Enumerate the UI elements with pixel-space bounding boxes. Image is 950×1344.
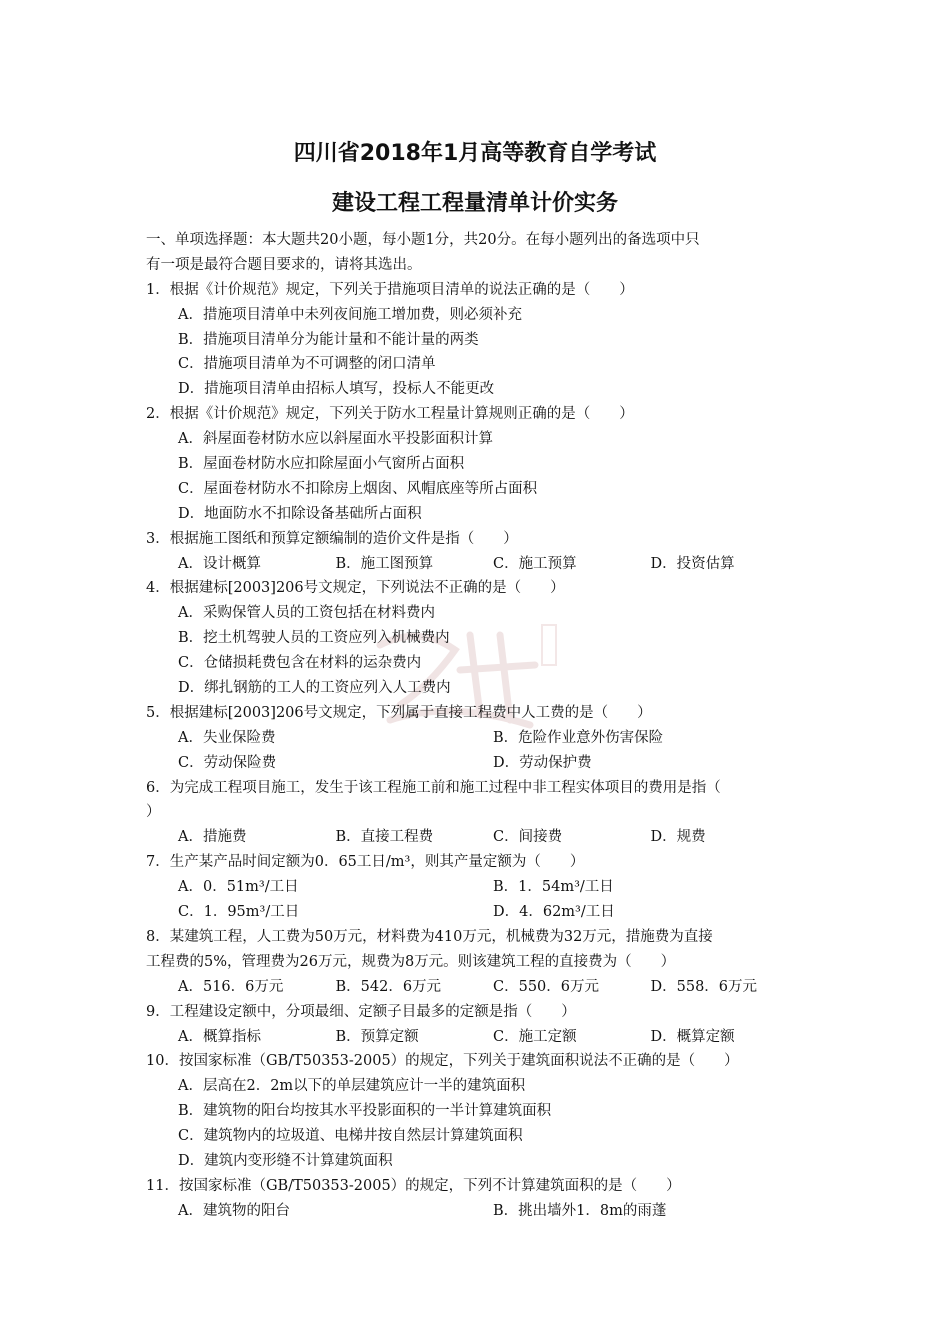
exam-title: 四川省2018年1月高等教育自学考试 <box>293 141 657 166</box>
question-8-options <box>146 975 808 1000</box>
question-11-option-a: A．建筑物的阳台 <box>178 1202 290 1219</box>
question-1-option-b: B．措施项目清单分为能计量和不能计量的两类 <box>178 331 479 348</box>
question-6-option-d: D．规费 <box>650 829 706 846</box>
question-body <box>146 228 808 1224</box>
question-6-stem-line1: 6．为完成工程项目施工，发生于该工程施工前和施工过程中非工程实体项目的费用是指（ <box>146 779 721 796</box>
question-2-option-c: C．屋面卷材防水不扣除房上烟囱、风帽底座等所占面积 <box>178 480 538 497</box>
question-10-stem: 10．按国家标准（GB/T50353-2005）的规定，下列关于建筑面积说法不正确的是（ ） <box>146 1053 739 1070</box>
question-9-option-a: A．概算指标 <box>178 1028 261 1045</box>
question-11-stem: 11．按国家标准（GB/T50353-2005）的规定，下列不计算建筑面积的是（ ） <box>146 1177 681 1194</box>
question-2-stem: 2．根据《计价规范》规定，下列关于防水工程量计算规则正确的是（ ） <box>146 406 634 423</box>
question-4-option-b: B．挖土机驾驶人员的工资应列入机械费内 <box>178 630 450 647</box>
question-1-option-d: D．措施项目清单由招标人填写，投标人不能更改 <box>178 381 495 398</box>
section-header-line2: 有一项是最符合题目要求的，请将其选出。 <box>146 256 422 273</box>
question-5-option-c: C．劳动保险费 <box>178 754 277 771</box>
question-7-option-d: D．4．62m³/工日 <box>493 904 615 921</box>
question-7-options-row1 <box>146 875 808 900</box>
question-6-option-c: C．间接费 <box>493 829 563 846</box>
question-9-options <box>146 1025 808 1050</box>
question-5-option-b: B．危险作业意外伤害保险 <box>493 729 664 746</box>
question-9-option-b: B．预算定额 <box>335 1028 419 1045</box>
question-6-option-a: A．措施费 <box>178 829 247 846</box>
question-5-option-a: A．失业保险费 <box>178 729 276 746</box>
question-7-option-a: A．0．51m³/工日 <box>178 879 299 896</box>
question-5-options-row2 <box>146 751 808 776</box>
question-3-options <box>146 552 808 577</box>
question-8-stem-line2: 工程费的5%，管理费为26万元，规费为8万元。则该建筑工程的直接费为（ ） <box>146 953 676 970</box>
section-header-line1: 一、单项选择题：本大题共20小题，每小题1分，共20分。在每小题列出的备选项中只 <box>146 232 700 248</box>
question-2-option-b: B．屋面卷材防水应扣除屋面小气窗所占面积 <box>178 456 465 473</box>
question-2-option-d: D．地面防水不扣除设备基础所占面积 <box>178 505 422 522</box>
question-1-stem: 1．根据《计价规范》规定，下列关于措施项目清单的说法正确的是（ ） <box>146 281 634 298</box>
question-10-option-d: D．建筑内变形缝不计算建筑面积 <box>178 1152 393 1169</box>
question-7-option-b: B．1．54m³/工日 <box>493 879 614 896</box>
question-4-stem: 4．根据建标[2003]206号文规定，下列说法不正确的是（ ） <box>146 580 565 597</box>
question-2-option-a: A．斜屋面卷材防水应以斜屋面水平投影面积计算 <box>178 431 493 448</box>
question-5-stem: 5．根据建标[2003]206号文规定，下列属于直接工程费中人工费的是（ ） <box>146 704 652 721</box>
question-10-option-b: B．建筑物的阳台均按其水平投影面积的一半计算建筑面积 <box>178 1103 552 1120</box>
question-3-option-b: B．施工图预算 <box>335 555 434 572</box>
question-4-option-a: A．采购保管人员的工资包括在材料费内 <box>178 605 435 622</box>
question-9-stem: 9．工程建设定额中，分项最细、定额子目最多的定额是指（ ） <box>146 1003 576 1020</box>
question-3-option-d: D．投资估算 <box>650 555 735 572</box>
question-1-option-a: A．措施项目清单中未列夜间施工增加费，则必须补充 <box>178 306 522 323</box>
question-8-option-a: A．516．6万元 <box>178 978 284 995</box>
question-4-option-d: D．绑扎钢筋的工人的工资应列入人工费内 <box>178 680 451 697</box>
question-11-options-row1 <box>146 1199 808 1224</box>
question-10-option-a: A．层高在2．2m以下的单层建筑应计一半的建筑面积 <box>178 1078 526 1095</box>
question-10-option-c: C．建筑物内的垃圾道、电梯井按自然层计算建筑面积 <box>178 1128 523 1145</box>
question-9-option-c: C．施工定额 <box>493 1028 577 1045</box>
question-3-stem: 3．根据施工图纸和预算定额编制的造价文件是指（ ） <box>146 530 518 547</box>
question-8-option-c: C．550．6万元 <box>493 978 599 995</box>
question-8-option-d: D．558．6万元 <box>650 978 758 995</box>
question-9-option-d: D．概算定额 <box>650 1028 735 1045</box>
question-6-stem-line2: ） <box>146 804 161 821</box>
question-6-option-b: B．直接工程费 <box>335 829 434 846</box>
question-5-option-d: D．劳动保护费 <box>493 754 592 771</box>
question-7-options-row2 <box>146 900 808 925</box>
question-11-option-b: B．挑出墙外1．8m的雨蓬 <box>493 1202 667 1219</box>
question-4-option-c: C．仓储损耗费包含在材料的运杂费内 <box>178 655 422 672</box>
question-8-stem-line1: 8．某建筑工程，人工费为50万元，材料费为410万元，机械费为32万元，措施费为直接 <box>146 928 713 945</box>
question-7-stem: 7．生产某产品时间定额为0．65工日/m³，则其产量定额为（ ） <box>146 854 585 871</box>
question-3-option-a: A．设计概算 <box>178 555 261 572</box>
question-5-options-row1 <box>146 726 808 751</box>
question-8-option-b: B．542．6万元 <box>335 978 442 995</box>
question-6-options <box>146 825 808 850</box>
subject-title: 建设工程工程量清单计价实务 <box>331 191 618 216</box>
question-1-option-c: C．措施项目清单为不可调整的闭口清单 <box>178 356 436 373</box>
question-3-option-c: C．施工预算 <box>493 555 577 572</box>
question-7-option-c: C．1．95m³/工日 <box>178 904 300 921</box>
